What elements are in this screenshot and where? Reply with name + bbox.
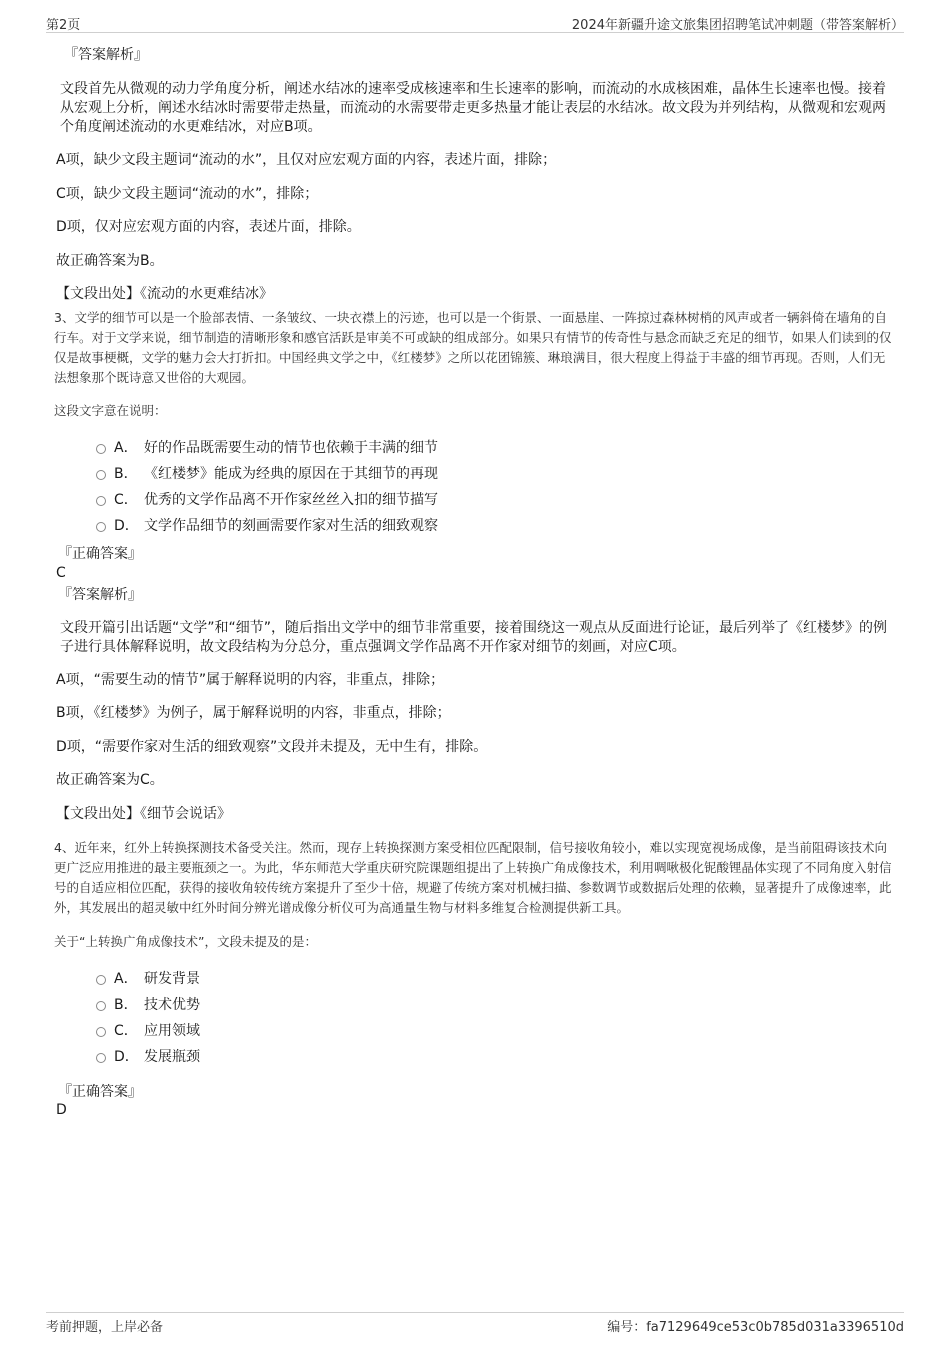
q3-prompt: 这段文字意在说明： xyxy=(54,403,167,418)
page-number: 第2页 xyxy=(46,18,81,33)
q3-analysis-paragraph: 文段开篇引出话题“文学”和“细节”，随后指出文学中的细节非常重要，接着围绕这一观点从反面进行论证，最后列举了《红楼梦》的例子进行具体解释说明，故文段结构为分总分，重点强调文学作品离不开作家对细节的刻画，对应C项。 xyxy=(60,620,888,655)
q4-answer-label: 『正确答案』 xyxy=(58,1084,142,1100)
q2-analysis-d: D项，仅对应宏观方面的内容，表述片面，排除。 xyxy=(56,219,361,235)
radio-button[interactable] xyxy=(96,1027,106,1037)
q3-analysis-d: D项，“需要作家对生活的细致观察”文段并未提及，无中生有，排除。 xyxy=(56,739,488,755)
q4-stem: 4、近年来，红外上转换探测技术备受关注。然而，现存上转换探测方案受相位匹配限制，信号接收角较小，难以实现宽视场成像，是当前阻碍该技术向更广泛应用推进的最主要瓶颈之一。为此，华东师范大学重庆研究院课题组提出了上转换广角成像技术，利用啁啾极化铌酸锂晶体实现了不同角度入射信号的自适应相位匹配，获得的接收角较传统方案提升了至少十倍，规避了传统方案对机械扫描、参数调节或数据后处理的依赖，显著提升了成像速率，此外，其发展出的超灵敏中红外时间分辨光谱成像分析仪可为高通量生物与材料多维复合检测提供新工具。 xyxy=(54,840,892,915)
q4-prompt: 关于“上转换广角成像技术”，文段未提及的是： xyxy=(54,934,317,949)
q4-option-a[interactable]: A． 研发背景 xyxy=(56,966,656,992)
q2-analysis-a: A项，缺少文段主题词“流动的水”，且仅对应宏观方面的内容，表述片面，排除； xyxy=(56,152,557,168)
radio-button[interactable] xyxy=(96,470,106,480)
q4-option-c[interactable]: C． 应用领域 xyxy=(56,1018,656,1044)
q4-options xyxy=(56,966,656,1070)
q4-option-b[interactable]: B． 技术优势 xyxy=(56,992,656,1018)
q3-analysis-label: 『答案解析』 xyxy=(58,587,142,603)
q3-options xyxy=(56,435,656,539)
radio-button[interactable] xyxy=(96,444,106,454)
radio-button[interactable] xyxy=(96,522,106,532)
document-title: 2024年新疆升途文旅集团招聘笔试冲刺题（带答案解析） xyxy=(571,18,904,33)
q4-answer: D xyxy=(56,1102,67,1118)
q3-analysis-a: A项，“需要生动的情节”属于解释说明的内容，非重点，排除； xyxy=(56,672,445,688)
q3-source: 【文段出处】《细节会说话》 xyxy=(56,806,231,822)
q2-analysis-paragraph: 文段首先从微观的动力学角度分析，阐述水结冰的速率受成核速率和生长速率的影响，而流动的水成核困难，晶体生长速率也慢。接着从宏观上分析，阐述水结冰时需要带走热量，而流动的水需要带走更多热量才能让表层的水结冰。故文段为并列结构，从微观和宏观两个角度阐述流动的水更难结冰，对应B项。 xyxy=(60,81,886,135)
q3-stem: 3、文学的细节可以是一个脸部表情、一条皱纹、一块衣襟上的污迹，也可以是一个街景、一面悬崖、一阵掠过森林树梢的风声或者一辆斜倚在墙角的自行车。对于文学来说，细节制造的清晰形象和感官活跃是审美不可或缺的组成部分。如果只有情节的传奇性与悬念而缺乏充足的细节，如果人们读到的仅仅是故事梗概，文学的魅力会大打折扣。中国经典文学之中，《红楼梦》之所以花团锦簇、琳琅满目，很大程度上得益于丰盛的细节再现。否则，人们无法想象那个既诗意又世俗的大观园。 xyxy=(54,310,892,385)
q3-option-a[interactable]: A． 好的作品既需要生动的情节也依赖于丰满的细节 xyxy=(56,435,656,461)
q3-conclusion: 故正确答案为C。 xyxy=(56,772,164,788)
radio-button[interactable] xyxy=(96,1001,106,1011)
q3-option-d[interactable]: D． 文学作品细节的刻画需要作家对生活的细致观察 xyxy=(56,513,656,539)
page-footer xyxy=(46,1312,904,1333)
q3-answer: C xyxy=(56,565,66,581)
q3-option-b[interactable]: B． 《红楼梦》能成为经典的原因在于其细节的再现 xyxy=(56,461,656,487)
q4-option-d[interactable]: D． 发展瓶颈 xyxy=(56,1044,656,1070)
radio-button[interactable] xyxy=(96,975,106,985)
document-id: 编号：fa7129649ce53c0b785d031a3396510d xyxy=(607,1320,904,1335)
footer-slogan: 考前押题，上岸必备 xyxy=(46,1320,164,1335)
q2-analysis-c: C项，缺少文段主题词“流动的水”，排除； xyxy=(56,186,319,202)
q3-analysis-b: B项，《红楼梦》为例子，属于解释说明的内容，非重点，排除； xyxy=(56,705,451,721)
radio-button[interactable] xyxy=(96,1053,106,1063)
q2-source: 【文段出处】《流动的水更难结冰》 xyxy=(56,286,273,302)
radio-button[interactable] xyxy=(96,496,106,506)
q3-option-c[interactable]: C． 优秀的文学作品离不开作家丝丝入扣的细节描写 xyxy=(56,487,656,513)
page-header xyxy=(46,12,904,33)
q3-answer-label: 『正确答案』 xyxy=(58,546,142,562)
q2-analysis-label: 『答案解析』 xyxy=(64,47,148,63)
q2-conclusion: 故正确答案为B。 xyxy=(56,253,164,269)
